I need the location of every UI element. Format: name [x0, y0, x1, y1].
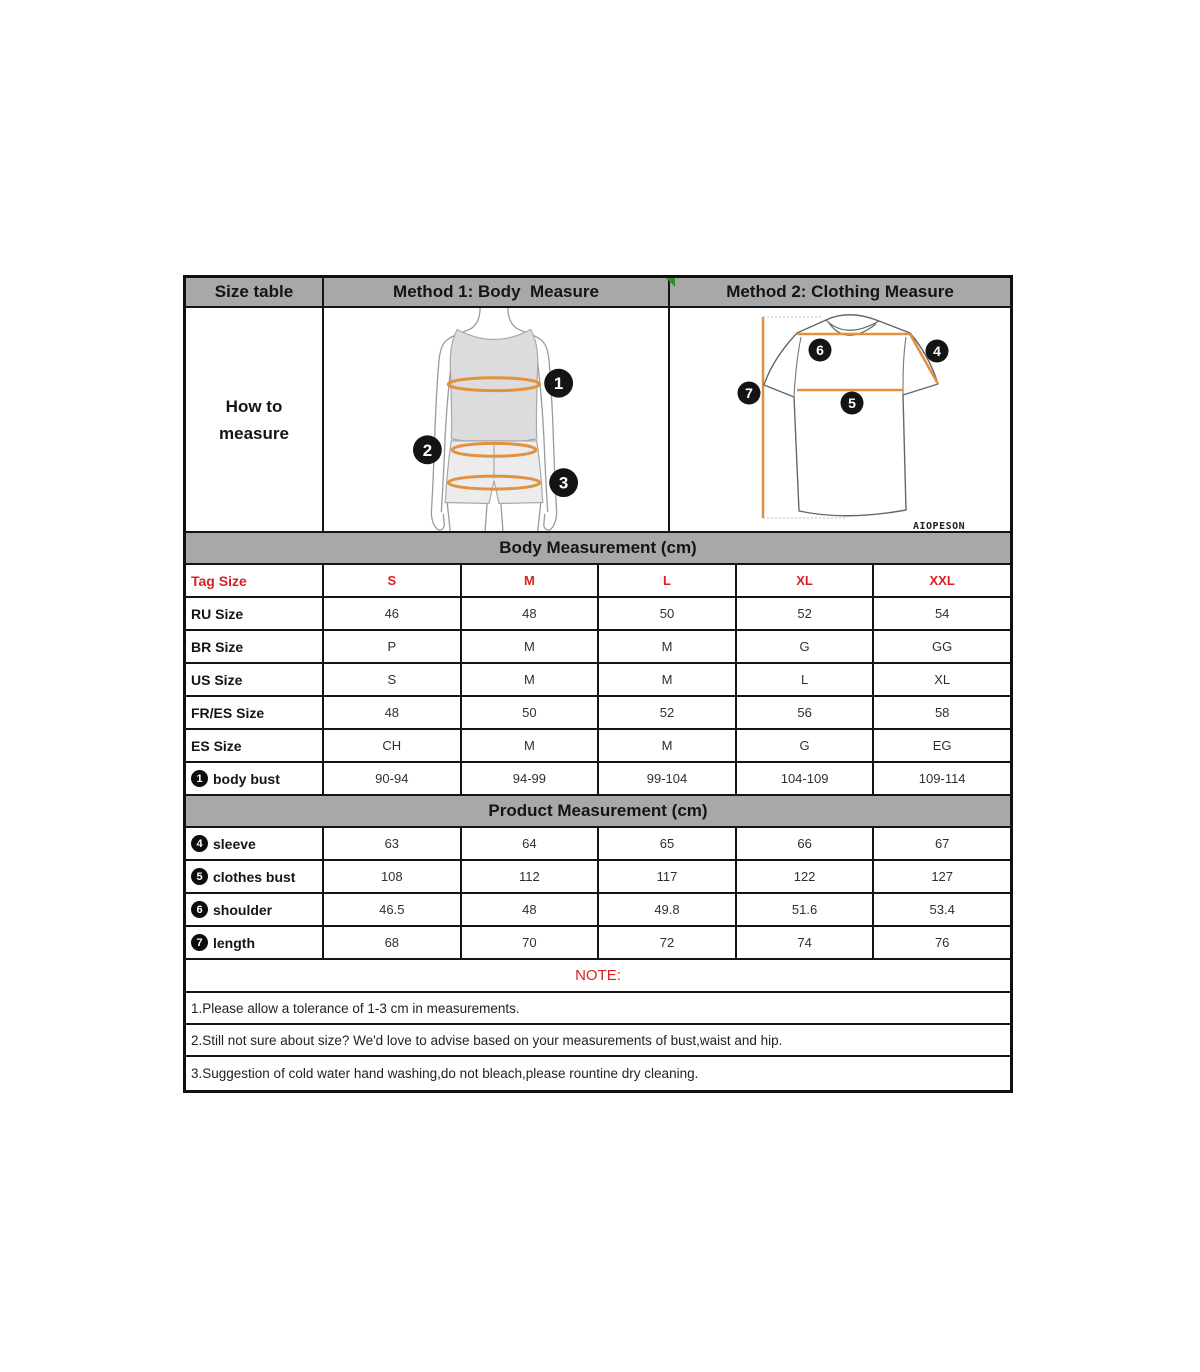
cell-value: 112 [462, 861, 600, 892]
cell-value: G [737, 730, 875, 761]
cell-value: 48 [324, 697, 462, 728]
table-row-fres-size [186, 697, 1010, 730]
cell-value: M [462, 730, 600, 761]
cell-value: XL [934, 672, 951, 687]
size-xl: XL [737, 565, 875, 596]
note-title: NOTE: [186, 960, 1010, 993]
cell-value: EG [932, 738, 952, 753]
row-label-text: body bust [213, 770, 280, 787]
row-label: BR Size [186, 631, 324, 662]
cell-value: M [462, 664, 600, 695]
table-row-ru-size [186, 598, 1010, 631]
marker-5-icon: 5 [848, 395, 856, 411]
body-measure-illustration [324, 308, 670, 531]
cell-value: 94-99 [462, 763, 600, 794]
cell-value: 72 [599, 927, 737, 958]
row-label: RU Size [186, 598, 324, 629]
row-label-text: clothes bust [213, 868, 296, 885]
cell-value: 53.4 [929, 902, 955, 917]
row-label [186, 927, 324, 958]
row-label-text: length [213, 934, 255, 951]
cell-value: 66 [737, 828, 875, 859]
cell-value: 90-94 [324, 763, 462, 794]
row-label-text: shoulder [213, 901, 273, 918]
size-m: M [462, 565, 600, 596]
cell-value: 67 [934, 836, 950, 851]
cell-value: 63 [324, 828, 462, 859]
cell-value: 99-104 [599, 763, 737, 794]
cell-value: 46.5 [324, 894, 462, 925]
circled-6-icon: 6 [191, 901, 208, 918]
note-item-1: 1.Please allow a tolerance of 1-3 cm in measurements. [186, 993, 1010, 1025]
cell-value: M [462, 631, 600, 662]
cell-value: 48 [462, 598, 600, 629]
cell-value: 74 [737, 927, 875, 958]
cell-value: 58 [934, 705, 950, 720]
cell-value: 104-109 [737, 763, 875, 794]
cell-value: 108 [324, 861, 462, 892]
row-label: US Size [186, 664, 324, 695]
cell-value: 76 [934, 935, 950, 950]
marker-6-icon: 6 [816, 342, 824, 358]
row-label [186, 861, 324, 892]
marker-4-icon: 4 [933, 343, 941, 359]
how-to-measure-label [186, 308, 324, 531]
body-measurement-title: Body Measurement (cm) [186, 533, 1010, 565]
table-row-es-size [186, 730, 1010, 763]
cell-value: G [737, 631, 875, 662]
table-header-row [186, 278, 1010, 308]
size-l: L [599, 565, 737, 596]
row-label-text: sleeve [213, 835, 256, 852]
tag-size-row [186, 565, 1010, 598]
cell-value: 122 [737, 861, 875, 892]
table-row-clothes-bust [186, 861, 1010, 894]
circled-5-icon: 5 [191, 868, 208, 885]
cell-value: GG [932, 639, 953, 654]
cell-value: 54 [934, 606, 950, 621]
circled-4-icon: 4 [191, 835, 208, 852]
marker-2-icon: 2 [422, 440, 433, 460]
cell-value: 46 [324, 598, 462, 629]
cell-value: 56 [737, 697, 875, 728]
cell-value: 51.6 [737, 894, 875, 925]
cell-value: 127 [931, 869, 954, 884]
cell-value: 109-114 [918, 771, 966, 786]
brand-label: AIOPESON [913, 521, 966, 531]
cell-value: 70 [462, 927, 600, 958]
table-row-sleeve [186, 828, 1010, 861]
cell-value: 50 [462, 697, 600, 728]
cell-value: P [324, 631, 462, 662]
marker-7-icon: 7 [745, 385, 753, 401]
circled-1-icon: 1 [191, 770, 208, 787]
size-s: S [324, 565, 462, 596]
cell-value: 48 [462, 894, 600, 925]
cell-value: 65 [599, 828, 737, 859]
size-table-title: Size table [186, 278, 324, 306]
how-to-line2: measure [219, 423, 289, 443]
size-xxl: XXL [929, 573, 955, 588]
cell-value: 68 [324, 927, 462, 958]
cell-value: CH [324, 730, 462, 761]
tag-size-label: Tag Size [186, 565, 324, 596]
cell-value: 52 [737, 598, 875, 629]
marker-1-icon: 1 [553, 374, 564, 394]
marker-3-icon: 3 [558, 473, 569, 493]
cell-value: M [599, 631, 737, 662]
product-measurement-title: Product Measurement (cm) [186, 796, 1010, 828]
cell-value: 52 [599, 697, 737, 728]
row-label: FR/ES Size [186, 697, 324, 728]
cell-value: 117 [599, 861, 737, 892]
circled-7-icon: 7 [191, 934, 208, 951]
row-label [186, 828, 324, 859]
table-row-length [186, 927, 1010, 960]
method1-header: Method 1: Body Measure [324, 278, 670, 306]
cell-value: M [599, 730, 737, 761]
cell-value: S [324, 664, 462, 695]
cell-value: 50 [599, 598, 737, 629]
table-row-br-size [186, 631, 1010, 664]
note-item-3: 3.Suggestion of cold water hand washing,do not bleach,please rountine dry cleaning. [191, 1065, 699, 1081]
cell-value: M [599, 664, 737, 695]
body-figure-icon [324, 308, 668, 531]
cell-value: L [737, 664, 875, 695]
clothing-measure-illustration [670, 308, 1010, 531]
how-to-measure-row [186, 308, 1010, 533]
how-to-line1: How to [225, 396, 283, 416]
table-row-body-bust [186, 763, 1010, 796]
size-table [183, 275, 1013, 1093]
method2-header: Method 2: Clothing Measure [670, 278, 1010, 306]
cell-value: 49.8 [599, 894, 737, 925]
cell-value: 64 [462, 828, 600, 859]
row-label [186, 894, 324, 925]
tshirt-icon [670, 308, 1010, 531]
table-row-shoulder [186, 894, 1010, 927]
note-item-2: 2.Still not sure about size? We'd love to advise based on your measurements of bust,waist and hip. [186, 1025, 1010, 1057]
row-label: ES Size [186, 730, 324, 761]
table-row-us-size [186, 664, 1010, 697]
row-label [186, 763, 324, 794]
